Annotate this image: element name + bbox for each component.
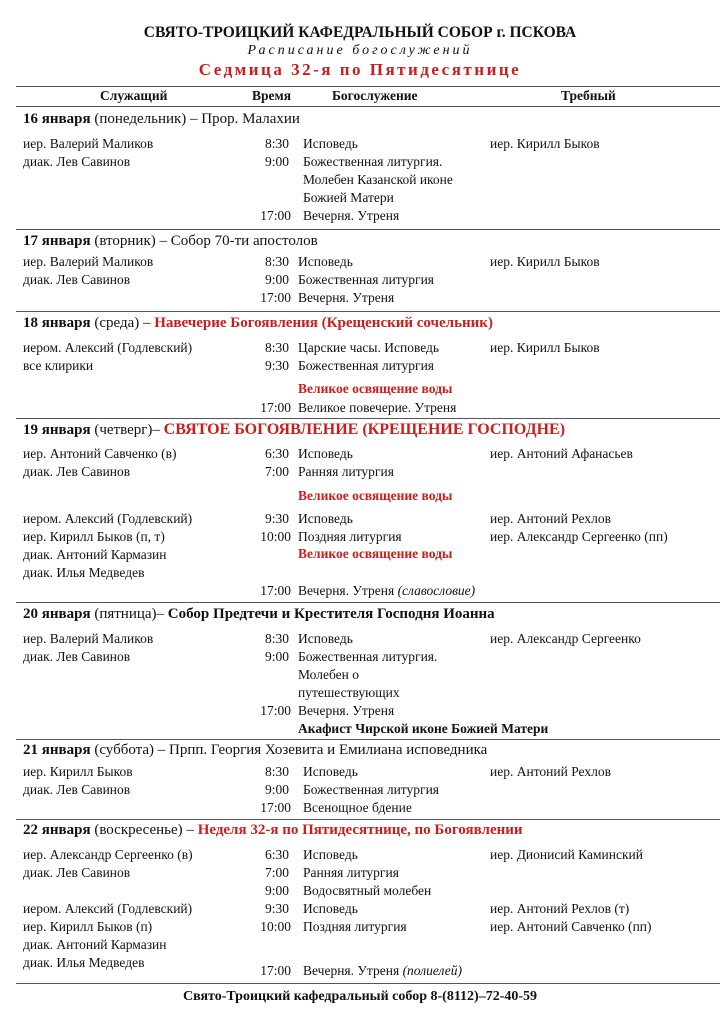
clergy: диак. Лев Савинов: [23, 464, 131, 479]
col-time: Время: [252, 88, 292, 103]
service: Водосвятный молебен: [303, 883, 432, 898]
time: 9:30: [264, 358, 289, 373]
divider: [16, 311, 720, 312]
service: Поздняя литургия: [298, 529, 402, 544]
time: 9:00: [264, 272, 289, 287]
trebny: иер. Дионисий Каминский: [490, 847, 643, 862]
divider: [16, 602, 720, 603]
divider: [16, 106, 720, 107]
time: 9:00: [264, 649, 289, 664]
time: 8:30: [264, 631, 289, 646]
clergy: диак. Илья Медведев: [23, 955, 145, 970]
service: Исповедь: [298, 511, 353, 526]
time: 10:00: [260, 529, 291, 544]
clergy: иером. Алексий (Годлевский): [23, 340, 193, 355]
time: 10:00: [260, 919, 291, 934]
service: Божественная литургия.: [303, 154, 443, 169]
time: 6:30: [264, 446, 289, 461]
day-header: 18 января (среда) – Навечерие Богоявления (Крещенский сочельник): [23, 315, 493, 331]
clergy: иер. Кирилл Быков (п): [23, 919, 153, 934]
clergy: диак. Лев Савинов: [23, 272, 131, 287]
day-header: 16 января (понедельник) – Прор. Малахии: [23, 111, 300, 127]
service: путешествующих: [298, 685, 400, 700]
service: Вечерня. Утреня: [298, 290, 395, 305]
clergy: диак. Лев Савинов: [23, 865, 131, 880]
service: Исповедь: [298, 446, 353, 461]
week-title: Седмица 32-я по Пятидесятнице: [198, 60, 522, 79]
service: Ранняя литургия: [303, 865, 399, 880]
time: 8:30: [264, 764, 289, 779]
service: Исповедь: [303, 764, 358, 779]
service: Божественная литургия: [298, 358, 435, 373]
time: 7:00: [264, 464, 289, 479]
time: 17:00: [260, 290, 291, 305]
schedule-subtitle: Расписание богослужений: [247, 43, 473, 58]
time: 17:00: [260, 703, 291, 718]
cathedral-title: СВЯТО-ТРОИЦКИЙ КАФЕДРАЛЬНЫЙ СОБОР г. ПСКОВА: [143, 24, 577, 41]
clergy: иер. Антоний Савченко (в): [23, 446, 177, 461]
clergy: иер. Александр Сергеенко (в): [23, 847, 193, 862]
clergy: иером. Алексий (Годлевский): [23, 901, 193, 916]
clergy: диак. Илья Медведев: [23, 565, 145, 580]
service: Царские часы. Исповедь: [298, 340, 440, 355]
trebny: иер. Александр Сергеенко: [490, 631, 641, 646]
footer-contact: Свято-Троицкий кафедральный собор 8-(8112)–72-40-59: [182, 989, 538, 1004]
trebny: иер. Антоний Афанасьев: [490, 446, 633, 461]
service: Божественная литургия.: [298, 649, 438, 664]
day-header: 19 января (четверг)– СВЯТОЕ БОГОЯВЛЕНИЕ (КРЕЩЕНИЕ ГОСПОДНЕ): [23, 421, 566, 438]
clergy: иер. Валерий Маликов: [23, 631, 154, 646]
time: 8:30: [264, 136, 289, 151]
divider: [16, 418, 720, 419]
divider: [16, 229, 720, 230]
time: 9:00: [264, 154, 289, 169]
trebny: иер. Антоний Рехлов: [490, 511, 611, 526]
day-header: 20 января (пятница)– Собор Предтечи и Крестителя Господня Иоанна: [23, 606, 495, 622]
trebny: иер. Антоний Савченко (пп): [490, 919, 652, 934]
divider: [16, 739, 720, 740]
time: 9:00: [264, 782, 289, 797]
service: Исповедь: [303, 136, 358, 151]
service: Вечерня. Утреня (славословие): [298, 583, 476, 598]
time: 17:00: [260, 583, 291, 598]
service: Всенощное бдение: [303, 800, 412, 815]
clergy: иер. Валерий Маликов: [23, 254, 154, 269]
time: 8:30: [264, 340, 289, 355]
trebny: иер. Александр Сергеенко (пп): [490, 529, 668, 544]
time: 9:30: [264, 901, 289, 916]
trebny: иер. Кирилл Быков: [490, 340, 600, 355]
trebny: иер. Кирилл Быков: [490, 136, 600, 151]
special-service: Великое освящение воды: [298, 381, 453, 396]
service: Божией Матери: [303, 190, 394, 205]
special-service: Великое освящение воды: [298, 488, 453, 503]
time: 9:30: [264, 511, 289, 526]
col-trebny: Требный: [561, 88, 616, 103]
service: Исповедь: [303, 847, 358, 862]
col-service: Богослужение: [332, 88, 418, 103]
divider: [16, 86, 720, 87]
clergy: диак. Антоний Кармазин: [23, 937, 167, 952]
clergy: иер. Кирилл Быков: [23, 764, 133, 779]
service: Поздняя литургия: [303, 919, 407, 934]
day-header: 22 января (воскресенье) – Неделя 32-я по Пятидесятнице, по Богоявлении: [23, 822, 523, 838]
day-header: 17 января (вторник) – Собор 70-ти апостолов: [23, 233, 318, 249]
clergy: иером. Алексий (Годлевский): [23, 511, 193, 526]
time: 6:30: [264, 847, 289, 862]
clergy: диак. Лев Савинов: [23, 649, 131, 664]
divider: [16, 983, 720, 984]
clergy: диак. Лев Савинов: [23, 782, 131, 797]
time: 17:00: [260, 400, 291, 415]
service: Молебен о: [298, 667, 360, 682]
service: Исповедь: [298, 631, 353, 646]
day-header: 21 января (суббота) – Прпп. Георгия Хозевита и Емилиана исповедника: [23, 742, 488, 758]
trebny: иер. Антоний Рехлов: [490, 764, 611, 779]
service: Ранняя литургия: [298, 464, 394, 479]
time: 17:00: [260, 963, 291, 978]
akathist: Акафист Чирской иконе Божией Матери: [298, 721, 549, 736]
clergy: все клирики: [23, 358, 94, 373]
service: Исповедь: [298, 254, 353, 269]
service: Вечерня. Утреня: [298, 703, 395, 718]
col-clergy: Служащий: [100, 88, 168, 103]
time: 9:00: [264, 883, 289, 898]
service: Божественная литургия: [303, 782, 440, 797]
service: Исповедь: [303, 901, 358, 916]
clergy: диак. Антоний Кармазин: [23, 547, 167, 562]
divider: [16, 819, 720, 820]
clergy: иер. Кирилл Быков (п, т): [23, 529, 165, 544]
time: 17:00: [260, 208, 291, 223]
time: 7:00: [264, 865, 289, 880]
clergy: иер. Валерий Маликов: [23, 136, 154, 151]
service: Вечерня. Утреня (полиелей): [303, 963, 462, 978]
special-service: Великое освящение воды: [298, 546, 453, 561]
service: Великое повечерие. Утреня: [298, 400, 457, 415]
service: Молебен Казанской иконе: [303, 172, 453, 187]
time: 8:30: [264, 254, 289, 269]
service: Божественная литургия: [298, 272, 435, 287]
trebny: иер. Антоний Рехлов (т): [490, 901, 630, 916]
service: Вечерня. Утреня: [303, 208, 400, 223]
clergy: диак. Лев Савинов: [23, 154, 131, 169]
trebny: иер. Кирилл Быков: [490, 254, 600, 269]
time: 17:00: [260, 800, 291, 815]
